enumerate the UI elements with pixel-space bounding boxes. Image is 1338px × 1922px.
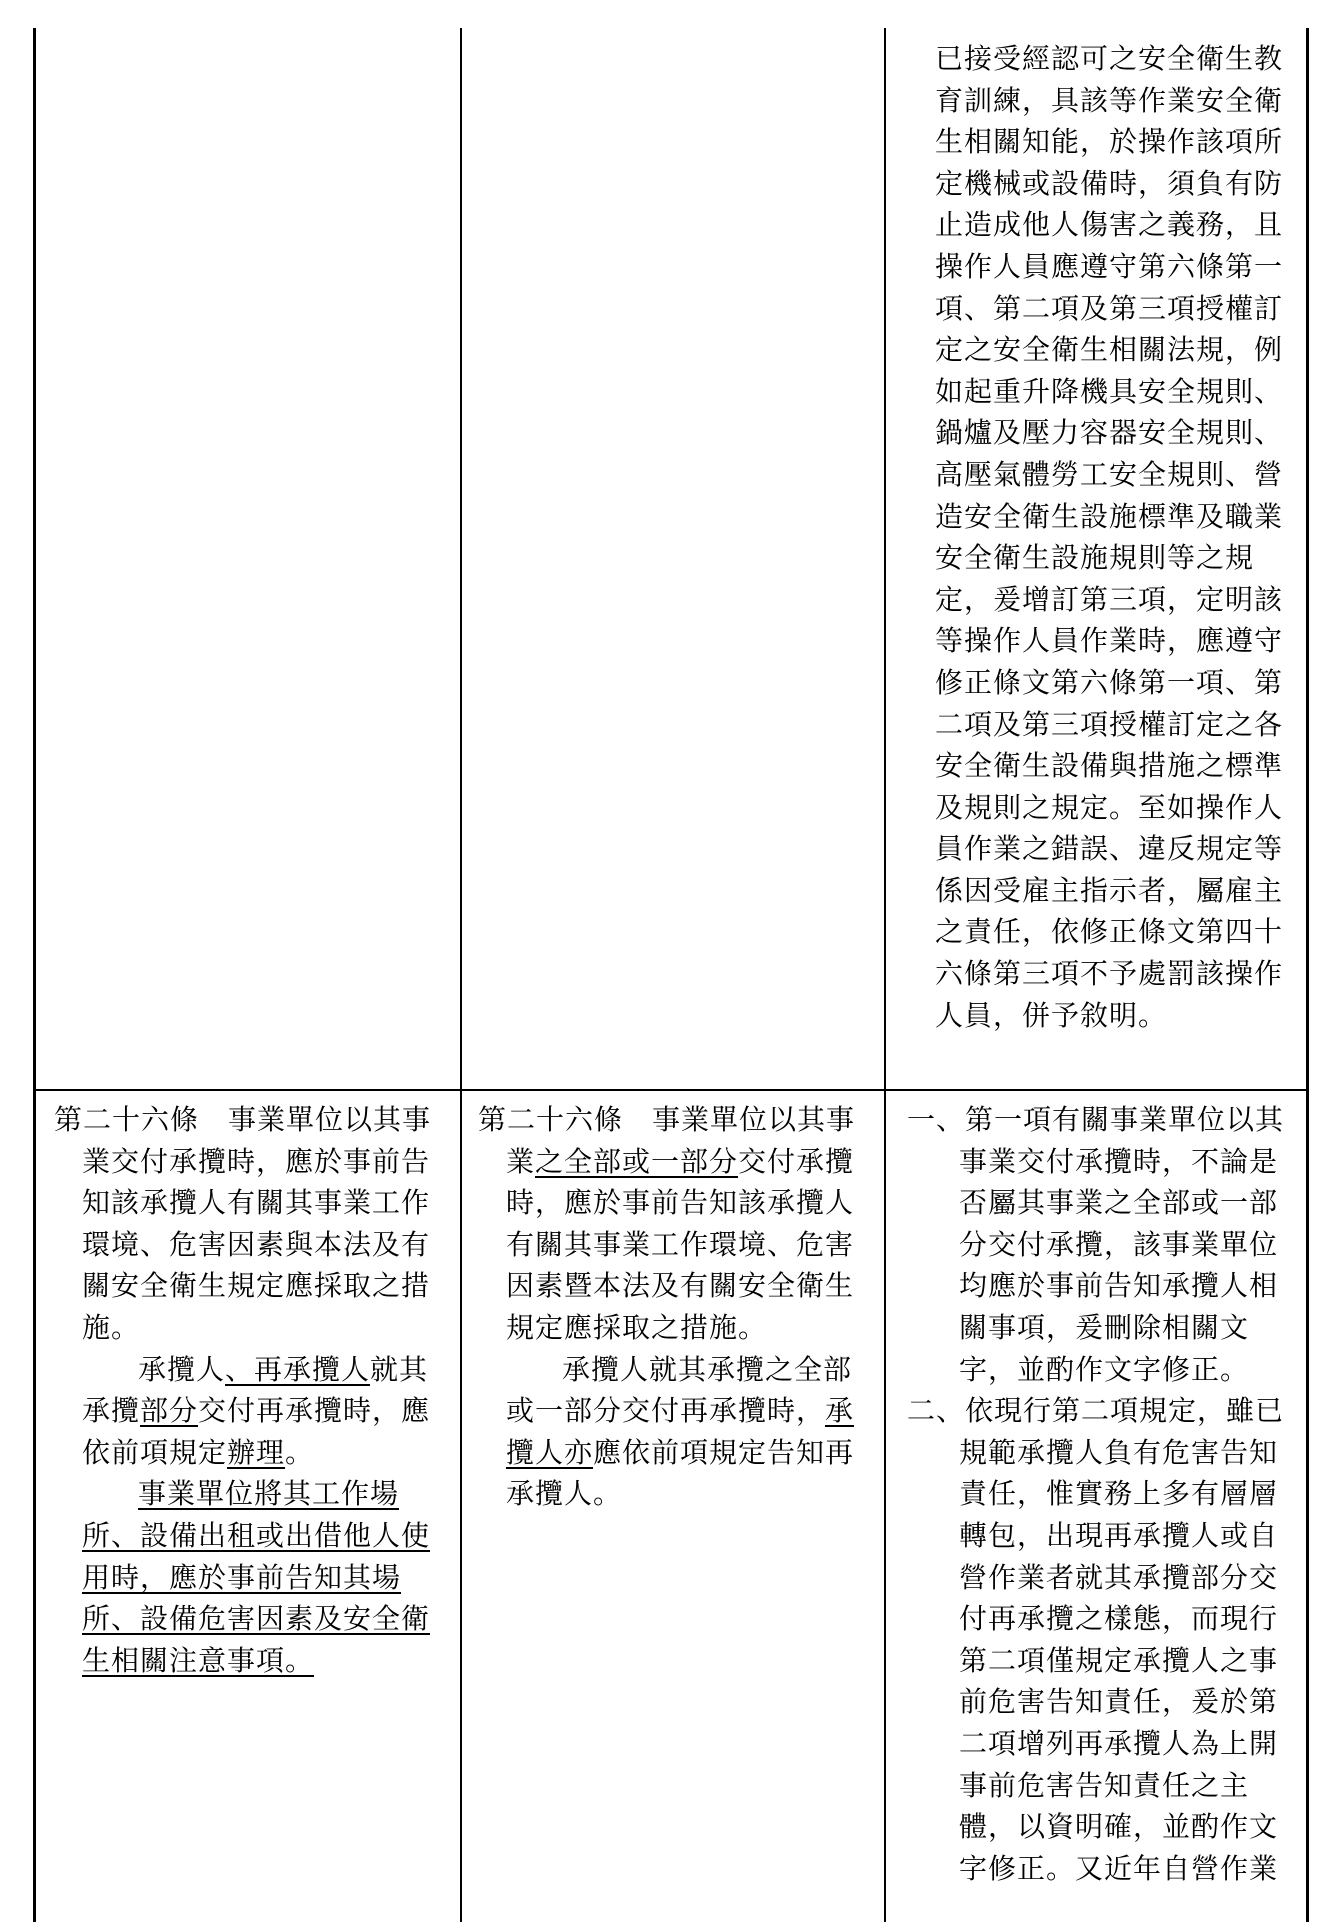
article-26-current-cell — [478, 1099, 872, 1515]
amended-p2-text-e: 交付再承攬時，應依前項規定 — [82, 1394, 431, 1469]
current-p1-deleted-portion: 之全部或一部分 — [535, 1144, 739, 1178]
article-26-amended-para-3: 事業單位將其工作場所、設備出租或出借他人使用時，應於事前告知其場所、設備危害因素及安全衛生相關注意事項。 — [82, 1477, 431, 1677]
current-p2-text-a: 承攬人就其承攬之全部或一部分交付再承攬時， — [506, 1352, 853, 1428]
explanation-continued-text: 已接受經認可之安全衛生教育訓練，具該等作業安全衛生相關知能，於操作該項所定機械或設備時，須負有防止造成他人傷害之義務，且操作人員應遵守第六條第一項、第二項及第三項授權訂定之安全衛生相關法規，例如起重升降機具安全規則、鍋爐及壓力容器安全規則、高壓氣體勞工安全規則、營造安全衛生設施標準及職業安全衛生設施規則等之規定，爰增訂第三項，定明該等操作人員作業時，應遵守修正條文第六條第一項、第二項及第三項授權訂定之各安全衛生設備與措施之標準及規則之規定。至如操作人員作業之錯誤、違反規定等係因受雇主指示者，屬雇主之責任，依修正條文第四十六條第三項不予處罰該操作人員，併予敘明。 — [935, 42, 1284, 1032]
amended-p2-added-portion: 部分 — [140, 1394, 199, 1428]
column-divider-1 — [460, 28, 462, 1922]
top-row-explanation-cell — [935, 38, 1293, 1036]
amended-p2-text-a: 承攬人 — [138, 1352, 226, 1386]
current-p1-text-c: 交付承攬時，應於事前告知該承攬人有關其事業工作環境、危害因素暨本法及有關安全衛生規定應採取之措施。 — [506, 1144, 855, 1344]
current-p2-deleted-contractor: 承攬人亦 — [506, 1394, 855, 1469]
article-26-current-para-1 — [478, 1099, 872, 1349]
article-26-amended-para-2 — [54, 1349, 448, 1474]
column-divider-2 — [884, 28, 886, 1922]
explanation-item-1: 一、第一項有關事業單位以其事業交付承攬時，不論是否屬其事業之全部或一部分交付承攬，該事業單位均應於事前告知承攬人相關事項，爰刪除相關文字，並酌作文字修正。 — [907, 1103, 1285, 1386]
amended-p2-text-c: 就其承攬 — [82, 1352, 429, 1428]
current-p1-text-a: 第二十六條 事業單位以其事業 — [478, 1103, 856, 1178]
article-26-amended-para-1: 第二十六條 事業單位以其事業交付承攬時，應於事前告知該承攬人有關其事業工作環境、危害因素與本法及有關安全衛生規定應採取之措施。 — [54, 1103, 432, 1344]
explanation-item-2: 二、依現行第二項規定，雖已規範承攬人負有危害告知責任，惟實務上多有層層轉包，出現再承攬人或自營作業者就其承攬部分交付再承攬之樣態，而現行第二項僅規定承攬人之事前危害告知責任，爰於第二項增列再承攬人為上開事前危害告知責任之主體，以資明確，並酌作文字修正。又近年自營作業 — [907, 1394, 1285, 1885]
table-border-right — [1306, 28, 1309, 1922]
row-divider — [33, 1089, 1309, 1091]
amended-p2-added-handle: 辦理 — [227, 1435, 286, 1469]
current-p2-text-c: 應依前項規定告知再承攬人。 — [506, 1435, 855, 1511]
amended-p2-added-subcontractor: 、再承攬人 — [225, 1352, 371, 1386]
table-border-left — [33, 28, 36, 1922]
article-26-current-para-2 — [478, 1349, 872, 1515]
article-26-explanation-cell — [907, 1099, 1293, 1889]
amended-p2-text-g: 。 — [285, 1435, 315, 1469]
article-26-amended-cell — [54, 1099, 448, 1681]
